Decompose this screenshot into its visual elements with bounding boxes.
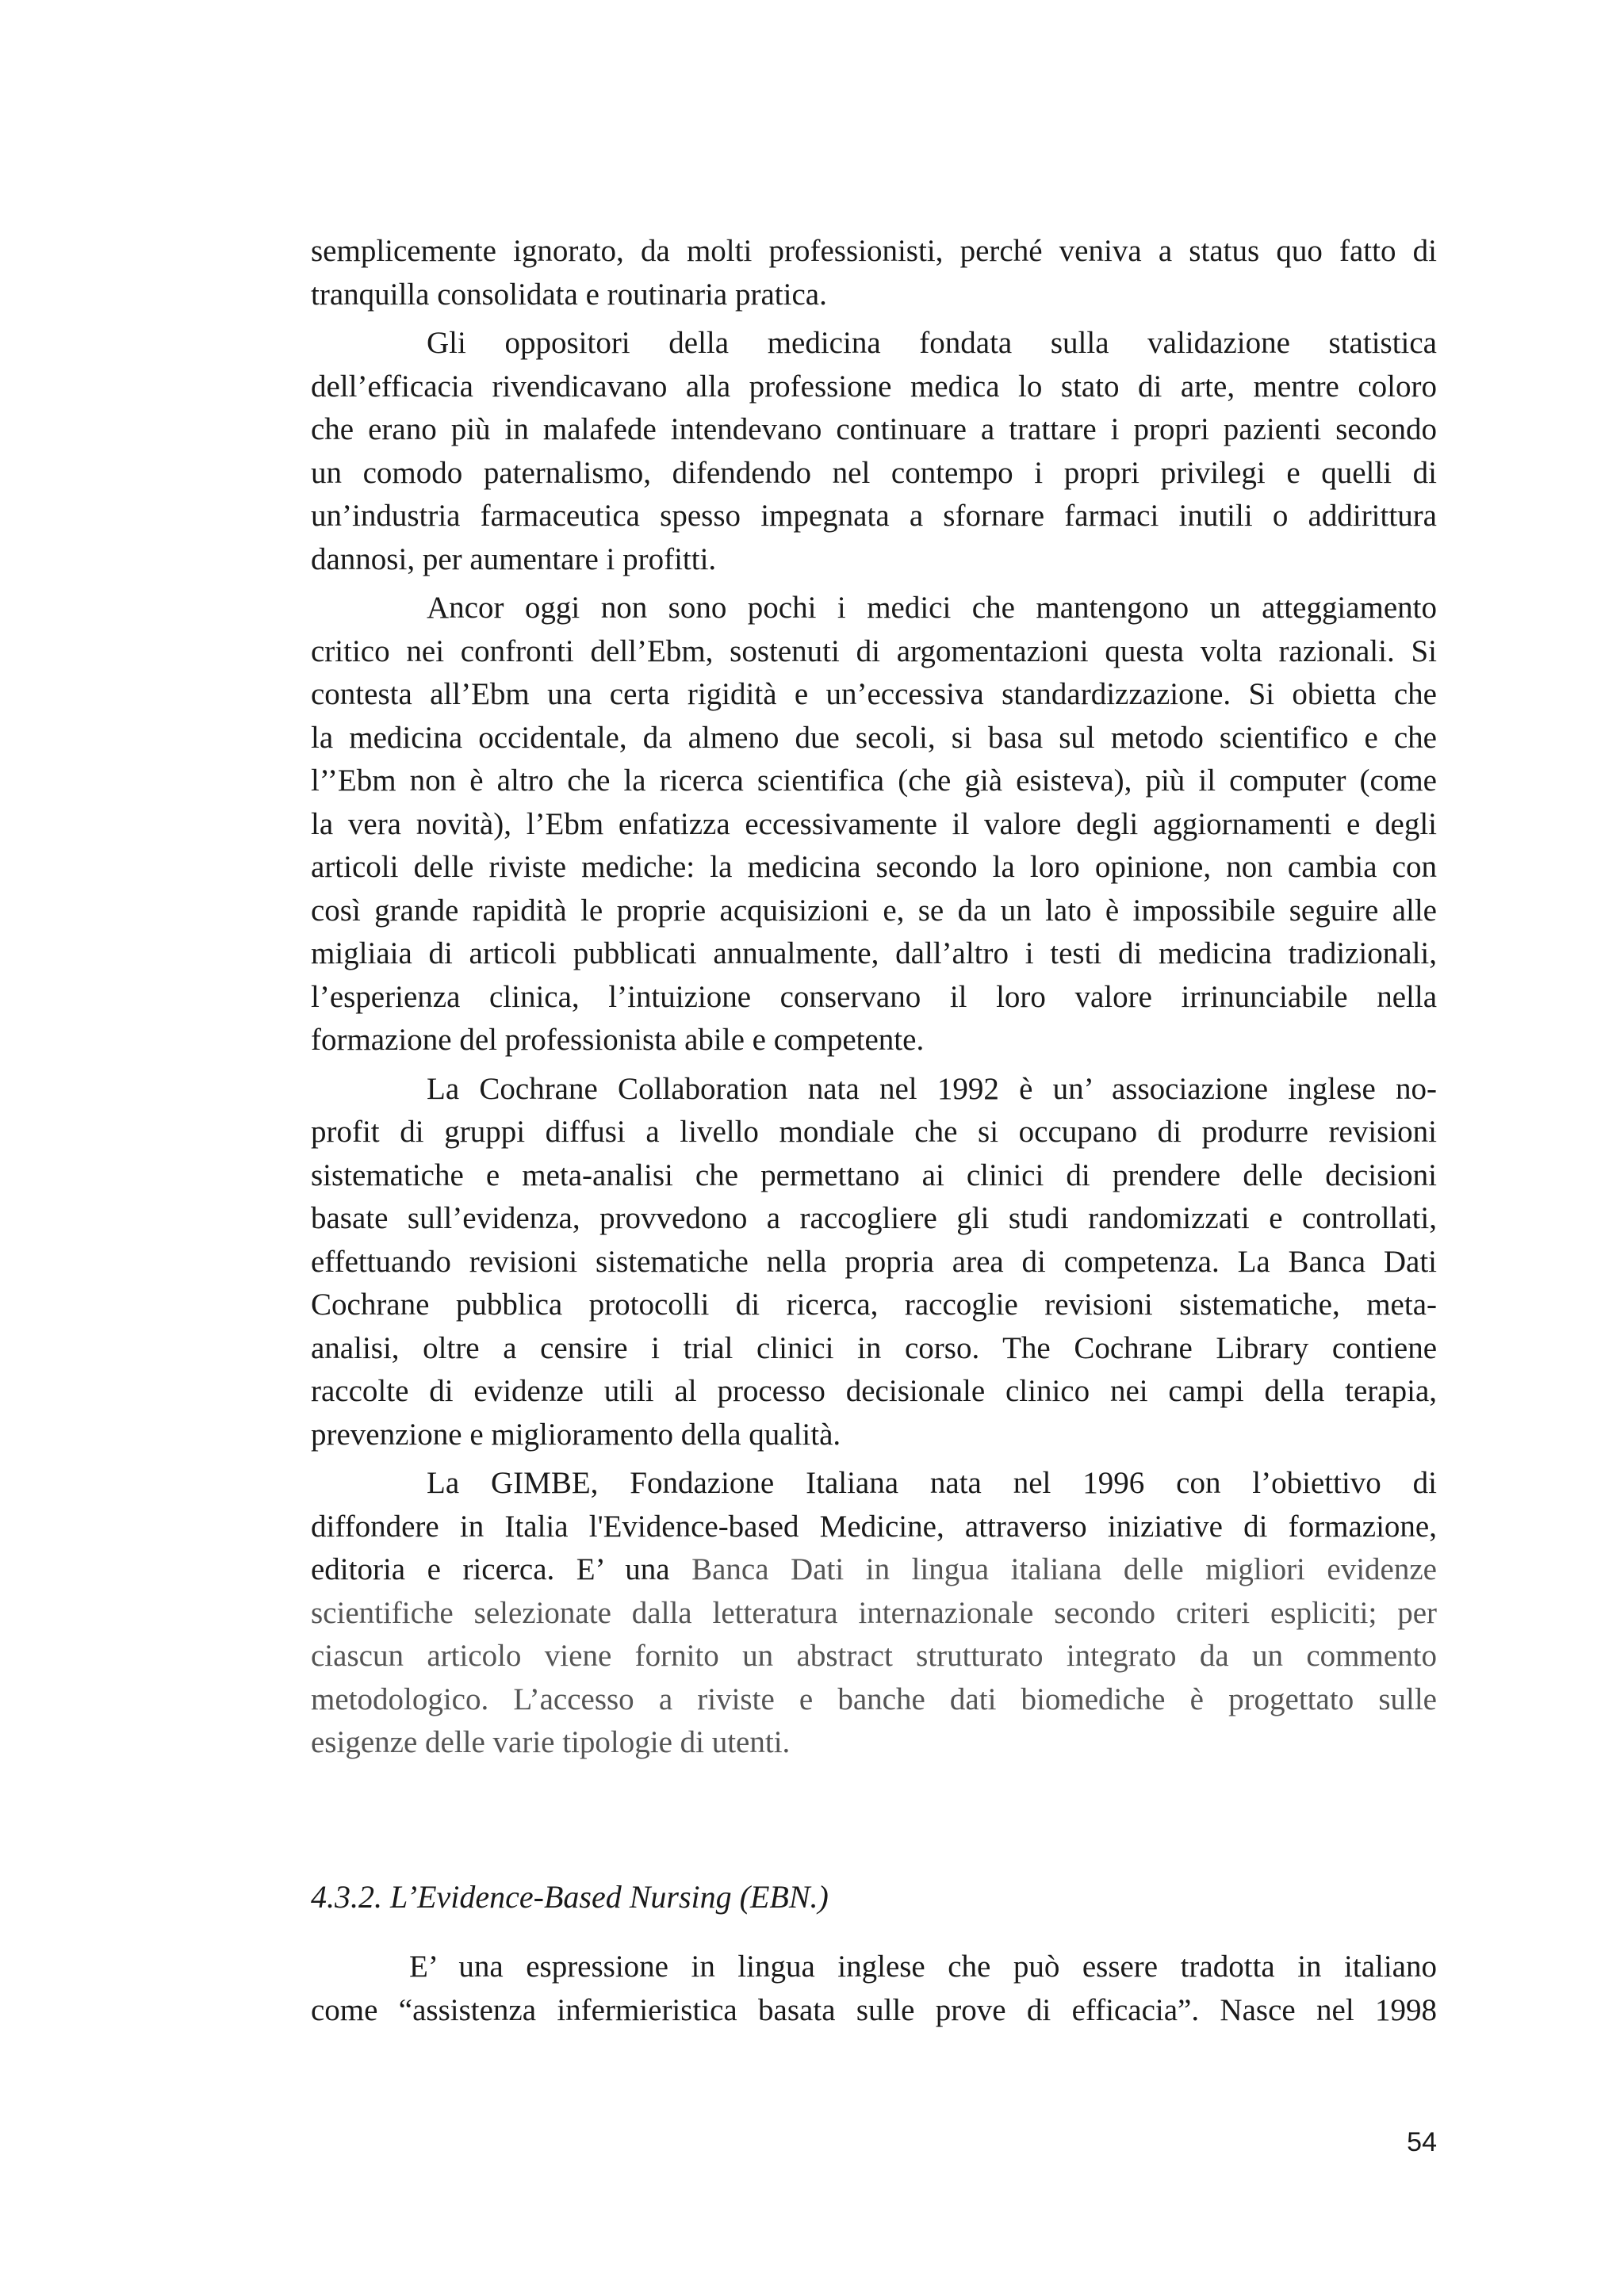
final-paragraph [311,1946,1437,2032]
text-line: articoli delle riviste mediche: la medicina secondo la loro opinione, non cambia con [311,850,1437,884]
text-line: Cochrane pubblica protocolli di ricerca, raccoglie revisioni sistematiche, meta- [311,1288,1437,1322]
text-line: tranquilla consolidata e routinaria pratica. [311,277,827,312]
text-line: contesta all’Ebm una certa rigidità e un’eccessiva standardizzazione. Si obietta che [311,677,1437,711]
text-line: che erano più in malafede intendevano continuare a trattare i propri pazienti secondo [311,412,1437,446]
text-line: così grande rapidità le proprie acquisizioni e, se da un lato è impossibile seguire alle [311,893,1437,928]
text-line: profit di gruppi diffusi a livello mondiale che si occupano di produrre revisioni [311,1115,1437,1149]
section-heading: 4.3.2. L’Evidence-Based Nursing (EBN.) [311,1879,829,1915]
text-line: come “assistenza infermieristica basata sulle prove di efficacia”. Nasce nel 1998 [311,1992,1437,2027]
text-line-mixed [311,1548,1437,1592]
text-segment: editoria e ricerca. E’ una [311,1552,670,1586]
text-line: critico nei confronti dell’Ebm, sostenuti di argomentazioni questa volta razionali. Si [311,633,1437,668]
text-line: esigenze delle varie tipologie di utenti. [311,1725,791,1759]
text-line: Ancor oggi non sono pochi i medici che mantengono un atteggiamento [427,591,1437,625]
paragraph-5 [311,1462,1437,1765]
text-line: l’’Ebm non è altro che la ricerca scientifica (che già esisteva), più il computer (come [311,763,1437,798]
text-line: La GIMBE, Fondazione Italiana nata nel 1996 con l’obiettivo di [427,1466,1437,1500]
paragraph-3 [311,587,1437,1062]
text-line: migliaia di articoli pubblicati annualmente, dall’altro i testi di medicina tradizionali, [311,936,1437,970]
text-line: semplicemente ignorato, da molti professionisti, perché veniva a status quo fatto di [311,234,1437,268]
text-line: metodologico. L’accesso a riviste e banche dati biomediche è progettato sulle [311,1682,1437,1716]
text-line: E’ una espressione in lingua inglese che può essere tradotta in italiano [409,1950,1437,1984]
text-line: diffondere in Italia l'Evidence-based Medicine, attraverso iniziative di formazione, [311,1509,1437,1544]
paragraph-2 [311,322,1437,581]
text-line: basate sull’evidenza, provvedono a raccogliere gli studi randomizzati e controllati, [311,1201,1437,1235]
text-line: effettuando revisioni sistematiche nella propria area di competenza. La Banca Dati [311,1244,1437,1279]
text-line: dannosi, per aumentare i profitti. [311,541,717,576]
text-line: formazione del professionista abile e competente. [311,1023,925,1057]
text-line: Gli oppositori della medicina fondata sulla validazione statistica [427,326,1437,360]
text-line: la vera novità), l’Ebm enfatizza eccessivamente il valore degli aggiornamenti e degli [311,806,1437,841]
text-line: la medicina occidentale, da almeno due secoli, si basa sul metodo scientifico e che [311,720,1437,755]
text-line: dell’efficacia rivendicavano alla professione medica lo stato di arte, mentre coloro [311,369,1437,404]
text-line: un comodo paternalismo, difendendo nel contempo i propri privilegi e quelli di [311,455,1437,490]
text-line: raccolte di evidenze utili al processo decisionale clinico nei campi della terapia, [311,1374,1437,1408]
text-line: scientifiche selezionate dalla letteratura internazionale secondo criteri espliciti; per [311,1595,1437,1630]
text-segment-grey: Banca Dati in lingua italiana delle migliori evidenze [669,1552,1437,1586]
text-line: analisi, oltre a censire i trial clinici in corso. The Cochrane Library contiene [311,1330,1437,1365]
paragraph-4 [311,1068,1437,1457]
text-line: ciascun articolo viene fornito un abstract strutturato integrato da un commento [311,1639,1437,1673]
body-text [311,230,1437,1765]
text-line: La Cochrane Collaboration nata nel 1992 è un’ associazione inglese no- [427,1071,1437,1106]
text-line: l’esperienza clinica, l’intuizione conservano il loro valore irrinunciabile nella [311,979,1437,1014]
text-line: sistematiche e meta-analisi che permettano ai clinici di prendere delle decisioni [311,1158,1437,1192]
page-number: 54 [1407,2127,1437,2157]
paragraph-1 [311,230,1437,316]
text-line: un’industria farmaceutica spesso impegnata a sfornare farmaci inutili o addirittura [311,499,1437,533]
text-line: prevenzione e miglioramento della qualità. [311,1417,841,1452]
